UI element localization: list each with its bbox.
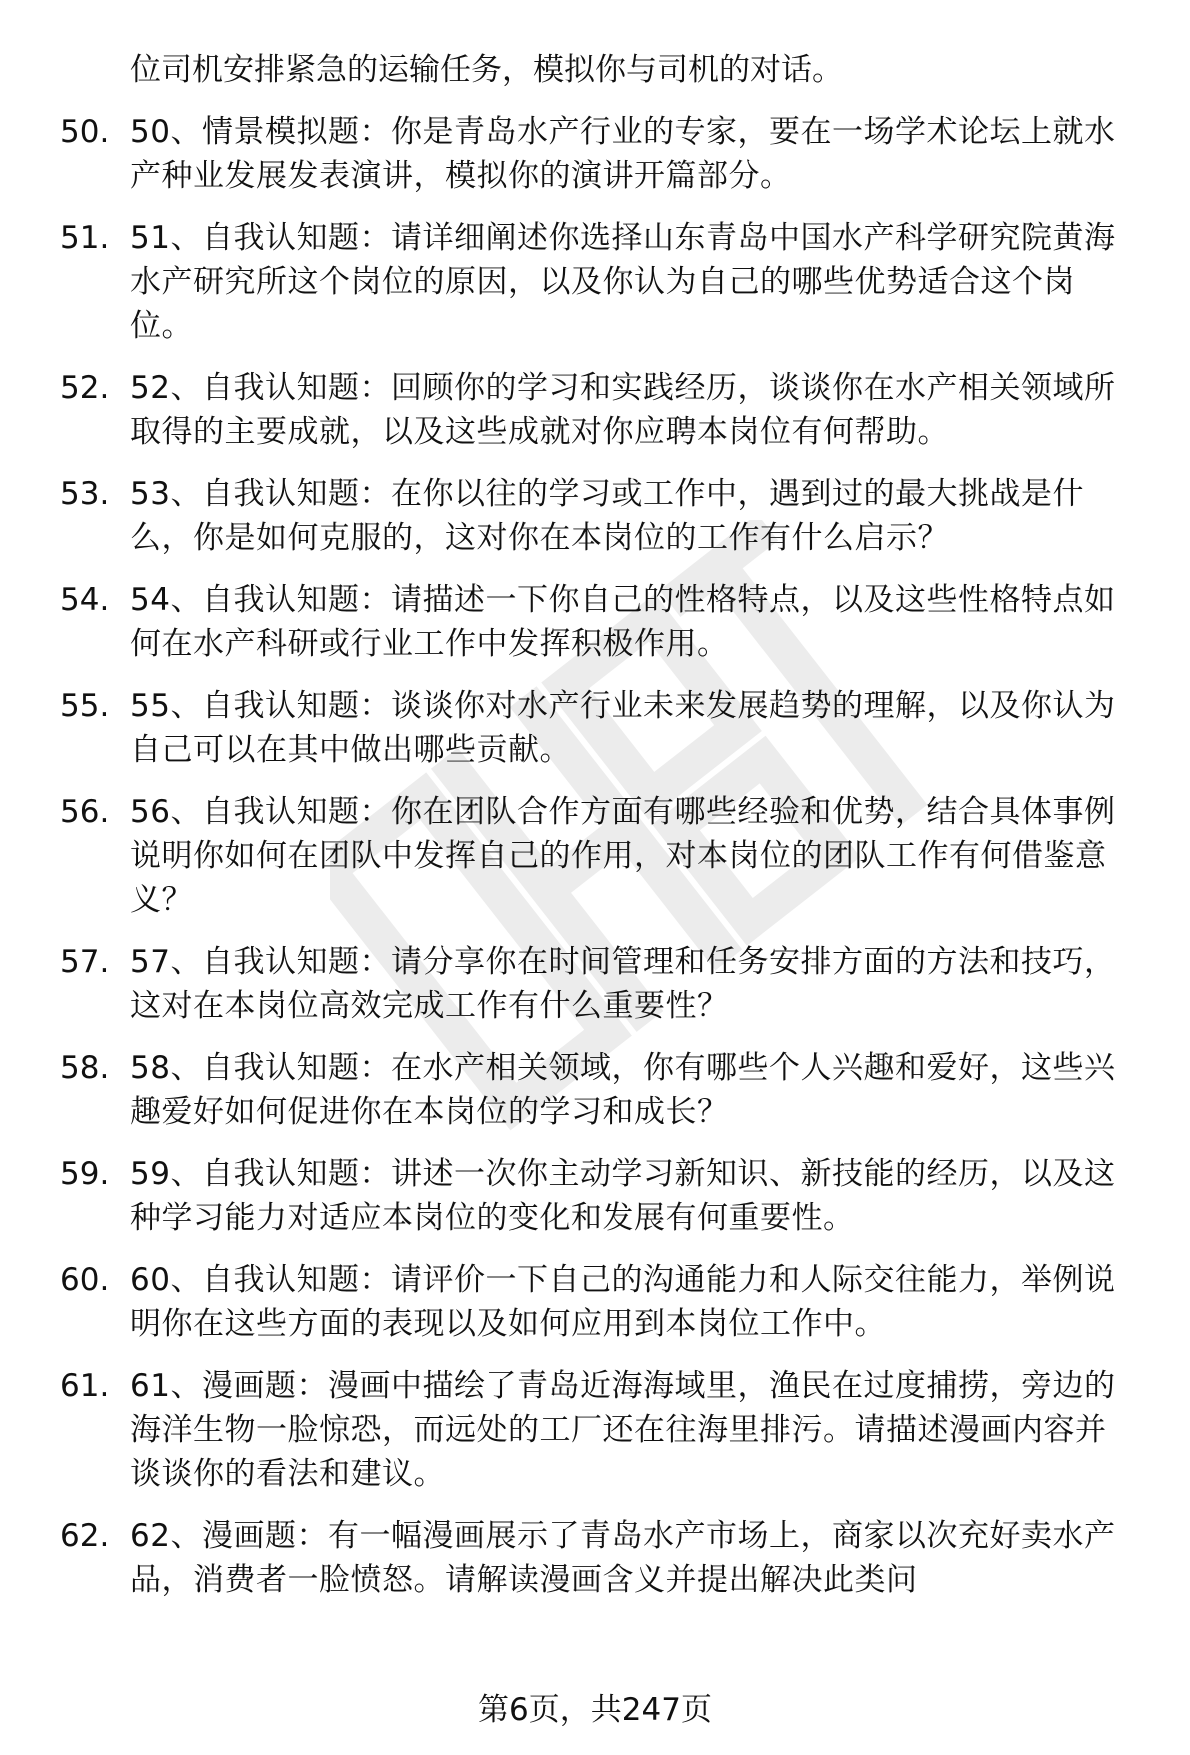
question-text: 62、漫画题：有一幅漫画展示了青岛水产市场上，商家以次充好卖水产品，消费者一脸愤怒。请解读漫画含义并提出解决此类问 (130, 1518, 1116, 1598)
list-item (60, 366, 1150, 454)
continued-text: 位司机安排紧急的运输任务，模拟你与司机的对话。 (130, 52, 843, 88)
list-item (60, 472, 1150, 560)
list-item (60, 790, 1150, 922)
question-number: 62. (60, 1518, 110, 1554)
question-number: 52. (60, 370, 110, 406)
list-item (60, 1258, 1150, 1346)
question-text: 59、自我认知题：讲述一次你主动学习新知识、新技能的经历，以及这种学习能力对适应本岗位的变化和发展有何重要性。 (130, 1156, 1116, 1236)
question-text: 54、自我认知题：请描述一下你自己的性格特点，以及这些性格特点如何在水产科研或行业工作中发挥积极作用。 (130, 582, 1116, 662)
question-number: 56. (60, 794, 110, 830)
list-item (60, 110, 1150, 198)
question-text: 50、情景模拟题：你是青岛水产行业的专家，要在一场学术论坛上就水产种业发展发表演讲，模拟你的演讲开篇部分。 (130, 114, 1116, 194)
list-item (60, 1152, 1150, 1240)
question-number: 54. (60, 582, 110, 618)
question-number: 57. (60, 944, 110, 980)
question-content (60, 48, 1150, 1602)
question-number: 58. (60, 1050, 110, 1086)
question-text: 52、自我认知题：回顾你的学习和实践经历，谈谈你在水产相关领域所取得的主要成就，以及这些成就对你应聘本岗位有何帮助。 (130, 370, 1116, 450)
list-item (60, 1046, 1150, 1134)
question-text: 61、漫画题：漫画中描绘了青岛近海海域里，渔民在过度捕捞，旁边的海洋生物一脸惊恐，而远处的工厂还在往海里排污。请描述漫画内容并谈谈你的看法和建议。 (130, 1368, 1116, 1492)
question-number: 55. (60, 688, 110, 724)
list-item (60, 578, 1150, 666)
question-text: 57、自我认知题：请分享你在时间管理和任务安排方面的方法和技巧，这对在本岗位高效完成工作有什么重要性？ (130, 944, 1116, 1024)
question-number: 60. (60, 1262, 110, 1298)
question-text: 58、自我认知题：在水产相关领域，你有哪些个人兴趣和爱好，这些兴趣爱好如何促进你在本岗位的学习和成长？ (130, 1050, 1116, 1130)
list-item (60, 1364, 1150, 1496)
question-number: 59. (60, 1156, 110, 1192)
list-item (60, 940, 1150, 1028)
question-text: 53、自我认知题：在你以往的学习或工作中，遇到过的最大挑战是什么，你是如何克服的，这对你在本岗位的工作有什么启示？ (130, 476, 1084, 556)
question-number: 50. (60, 114, 110, 150)
question-list (60, 110, 1150, 1602)
question-text: 60、自我认知题：请评价一下自己的沟通能力和人际交往能力，举例说明你在这些方面的表现以及如何应用到本岗位工作中。 (130, 1262, 1116, 1342)
list-item (60, 216, 1150, 348)
question-text: 56、自我认知题：你在团队合作方面有哪些经验和优势，结合具体事例说明你如何在团队中发挥自己的作用，对本岗位的团队工作有何借鉴意义？ (130, 794, 1116, 918)
question-text: 51、自我认知题：请详细阐述你选择山东青岛中国水产科学研究院黄海水产研究所这个岗位的原因，以及你认为自己的哪些优势适合这个岗位。 (130, 220, 1116, 344)
question-number: 53. (60, 476, 110, 512)
list-item (60, 1514, 1150, 1602)
question-text: 55、自我认知题：谈谈你对水产行业未来发展趋势的理解，以及你认为自己可以在其中做出哪些贡献。 (130, 688, 1116, 768)
question-number: 61. (60, 1368, 110, 1404)
page-footer: 第6页，共247页 (478, 1692, 712, 1728)
question-number: 51. (60, 220, 110, 256)
list-item (60, 684, 1150, 772)
